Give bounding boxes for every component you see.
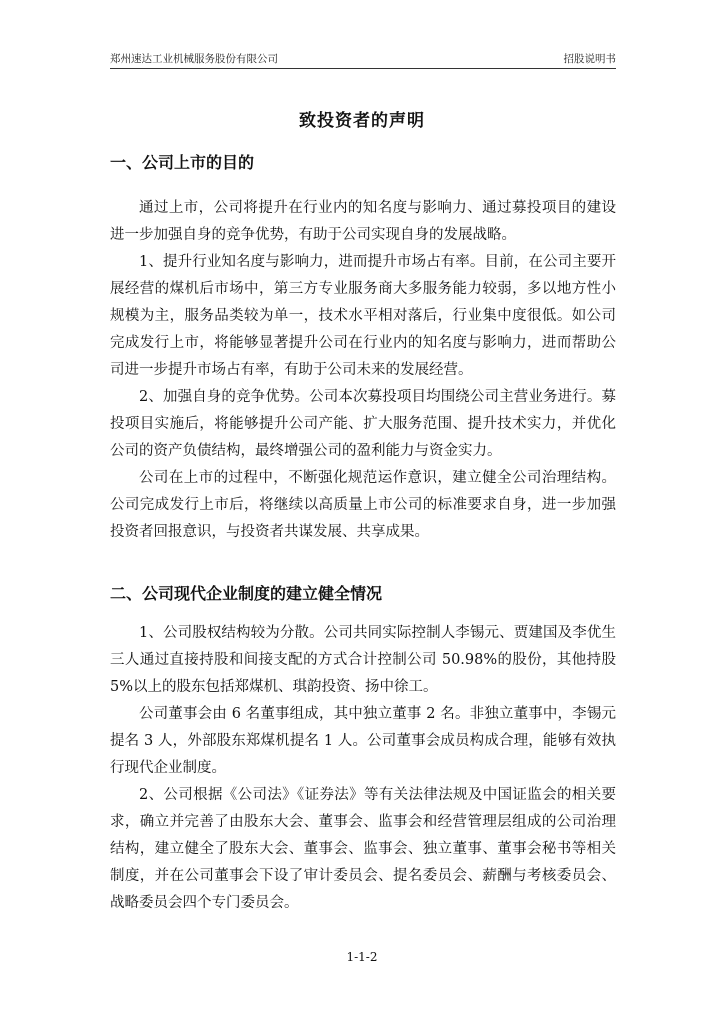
section-heading-2: 二、公司现代企业制度的建立健全情况 (110, 584, 383, 603)
section-heading-1: 一、公司上市的目的 (110, 153, 255, 172)
paragraph: 2、加强自身的竞争优势。公司本次募投项目均围绕公司主营业务进行。募投项目实施后，将能够提升公司产能、扩大服务范围、提升技术实力，并优化公司的资产负债结构，最终增强公司的盈利能力与资金实力。 (110, 389, 616, 459)
header-company-name: 郑州速达工业机械服务股份有限公司 (110, 53, 278, 65)
header-document-type: 招股说明书 (563, 53, 616, 65)
paragraph: 1、提升行业知名度与影响力，进而提升市场占有率。目前，在公司主要开展经营的煤机后市场中，第三方专业服务商大多服务能力较弱，多以地方性小规模为主，服务品类较为单一，技术水平相对落后，行业集中度很低。如公司完成发行上市，将能够显著提升公司在行业内的知名度与影响力，进而帮助公司进一步提升市场占有率，有助于公司未来的发展经营。 (110, 254, 616, 378)
paragraph: 公司董事会由 6 名董事组成，其中独立董事 2 名。非独立董事中，李锡元提名 3 人，外部股东郑煤机提名 1 人。公司董事会成员构成合理，能够有效执行现代企业制度。 (110, 706, 616, 776)
page-number: 1-1-2 (346, 950, 378, 964)
document-title: 致投资者的声明 (299, 111, 425, 131)
paragraph: 1、公司股权结构较为分散。公司共同实际控制人李锡元、贾建国及李优生三人通过直接持股和间接支配的方式合计控制公司 50.98%的股份，其他持股 5%以上的股东包括郑煤机、琪韵投资、扬中徐工。 (110, 625, 616, 695)
section-body-1 (110, 195, 616, 546)
paragraph: 2、公司根据《公司法》《证券法》等有关法律法规及中国证监会的相关要求，确立并完善了由股东大会、董事会、监事会和经营管理层组成的公司治理结构，建立健全了股东大会、董事会、监事会、独立董事、董事会秘书等相关制度，并在公司董事会下设了审计委员会、提名委员会、薪酬与考核委员会、战略委员会四个专门委员会。 (110, 787, 616, 911)
page-header (110, 48, 616, 69)
paragraph: 公司在上市的过程中，不断强化规范运作意识，建立健全公司治理结构。公司完成发行上市后，将继续以高质量上市公司的标准要求自身，进一步加强投资者回报意识，与投资者共谋发展、共享成果。 (110, 470, 616, 540)
section-body-2 (110, 620, 616, 917)
paragraph: 通过上市，公司将提升在行业内的知名度与影响力、通过募投项目的建设进一步加强自身的竞争优势，有助于公司实现自身的发展战略。 (110, 200, 616, 243)
